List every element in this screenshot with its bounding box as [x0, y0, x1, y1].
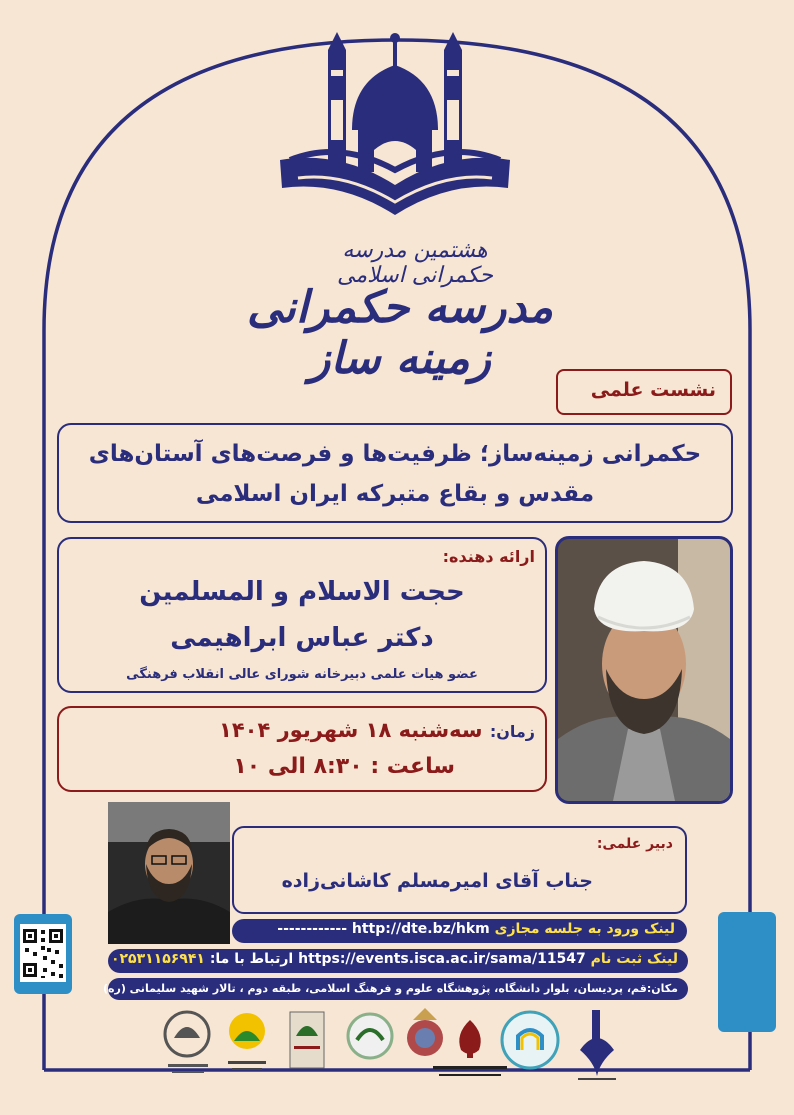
sponsor-logo-shrine-b	[345, 1006, 395, 1081]
presenter-label: ارائه دهنده:	[442, 547, 535, 566]
sponsor-logo-seminary	[160, 1006, 215, 1081]
qr-code-panel	[14, 914, 72, 994]
virtual-session-bar	[232, 919, 687, 943]
schedule-box	[57, 706, 547, 792]
moderator-box	[232, 826, 687, 914]
virtual-session-dashes: ------------	[277, 921, 348, 937]
presenter-box	[57, 537, 547, 693]
session-title-line2: مقدس و بقاع متبرکه ایران اسلامی	[195, 481, 595, 507]
virtual-session-link[interactable]: http://dte.bz/hkm	[351, 921, 490, 937]
moderator-label: دبیر علمی:	[596, 836, 673, 852]
sponsor-logo-research-institute	[222, 1006, 272, 1081]
decorative-side-panel	[718, 912, 776, 1032]
contact-label: ارتباط با ما:	[209, 951, 294, 967]
session-title-box	[57, 423, 733, 523]
moderator-photo	[108, 802, 230, 944]
sponsor-logo-shrine-a	[282, 1006, 332, 1081]
presenter-role: عضو هیات علمی دبیرخانه شورای عالی انقلاب فرهنگی	[126, 667, 478, 682]
schedule-date: سه‌شنبه ۱۸ شهریور ۱۴۰۴	[219, 718, 483, 742]
calligraphy-subtitle: هشتمین مدرسه حکمرانی اسلامی	[337, 238, 493, 288]
registration-link[interactable]: https://events.isca.ac.ir/sama/11547	[298, 951, 586, 967]
time-label: زمان:	[489, 722, 535, 741]
virtual-session-label: لینک ورود به جلسه مجازی	[494, 921, 675, 937]
sponsor-logo-cultural-center	[500, 1006, 560, 1081]
registration-bar	[108, 949, 688, 973]
sponsor-logos-row	[150, 1006, 640, 1106]
session-title-line1: حکمرانی زمینه‌ساز؛ ظرفیت‌ها و فرصت‌های آستان‌های	[88, 441, 702, 467]
moderator-name: جناب آقای امیرمسلم کاشانی‌زاده	[281, 870, 593, 892]
school-logo	[270, 10, 520, 240]
schedule-date-row	[219, 718, 535, 742]
presenter-name: دکتر عباس ابراهیمی	[170, 623, 434, 653]
presenter-title: حجت الاسلام و المسلمین	[139, 577, 465, 607]
event-type-tag: نشست علمی	[556, 369, 732, 415]
location-bar: مکان:قم، پردیسان، بلوار دانشگاه، پژوهشگاه علوم و فرهنگ اسلامی، طبقه دوم ، تالار شهید سلیمانی (ره)	[108, 978, 688, 1000]
registration-label: لینک ثبت نام	[590, 951, 678, 967]
qr-code-icon	[20, 924, 66, 982]
schedule-hour: ساعت : ۸:۳۰ الی ۱۰	[233, 754, 455, 779]
sponsor-logo-astan-quds	[570, 1006, 625, 1086]
presenter-photo	[555, 536, 733, 804]
calligraphy-main-title: مدرسه حکمرانی زمینه ساز	[246, 282, 554, 384]
contact-phone[interactable]: ۰۲۵۳۱۱۵۶۹۴۱	[110, 951, 205, 967]
